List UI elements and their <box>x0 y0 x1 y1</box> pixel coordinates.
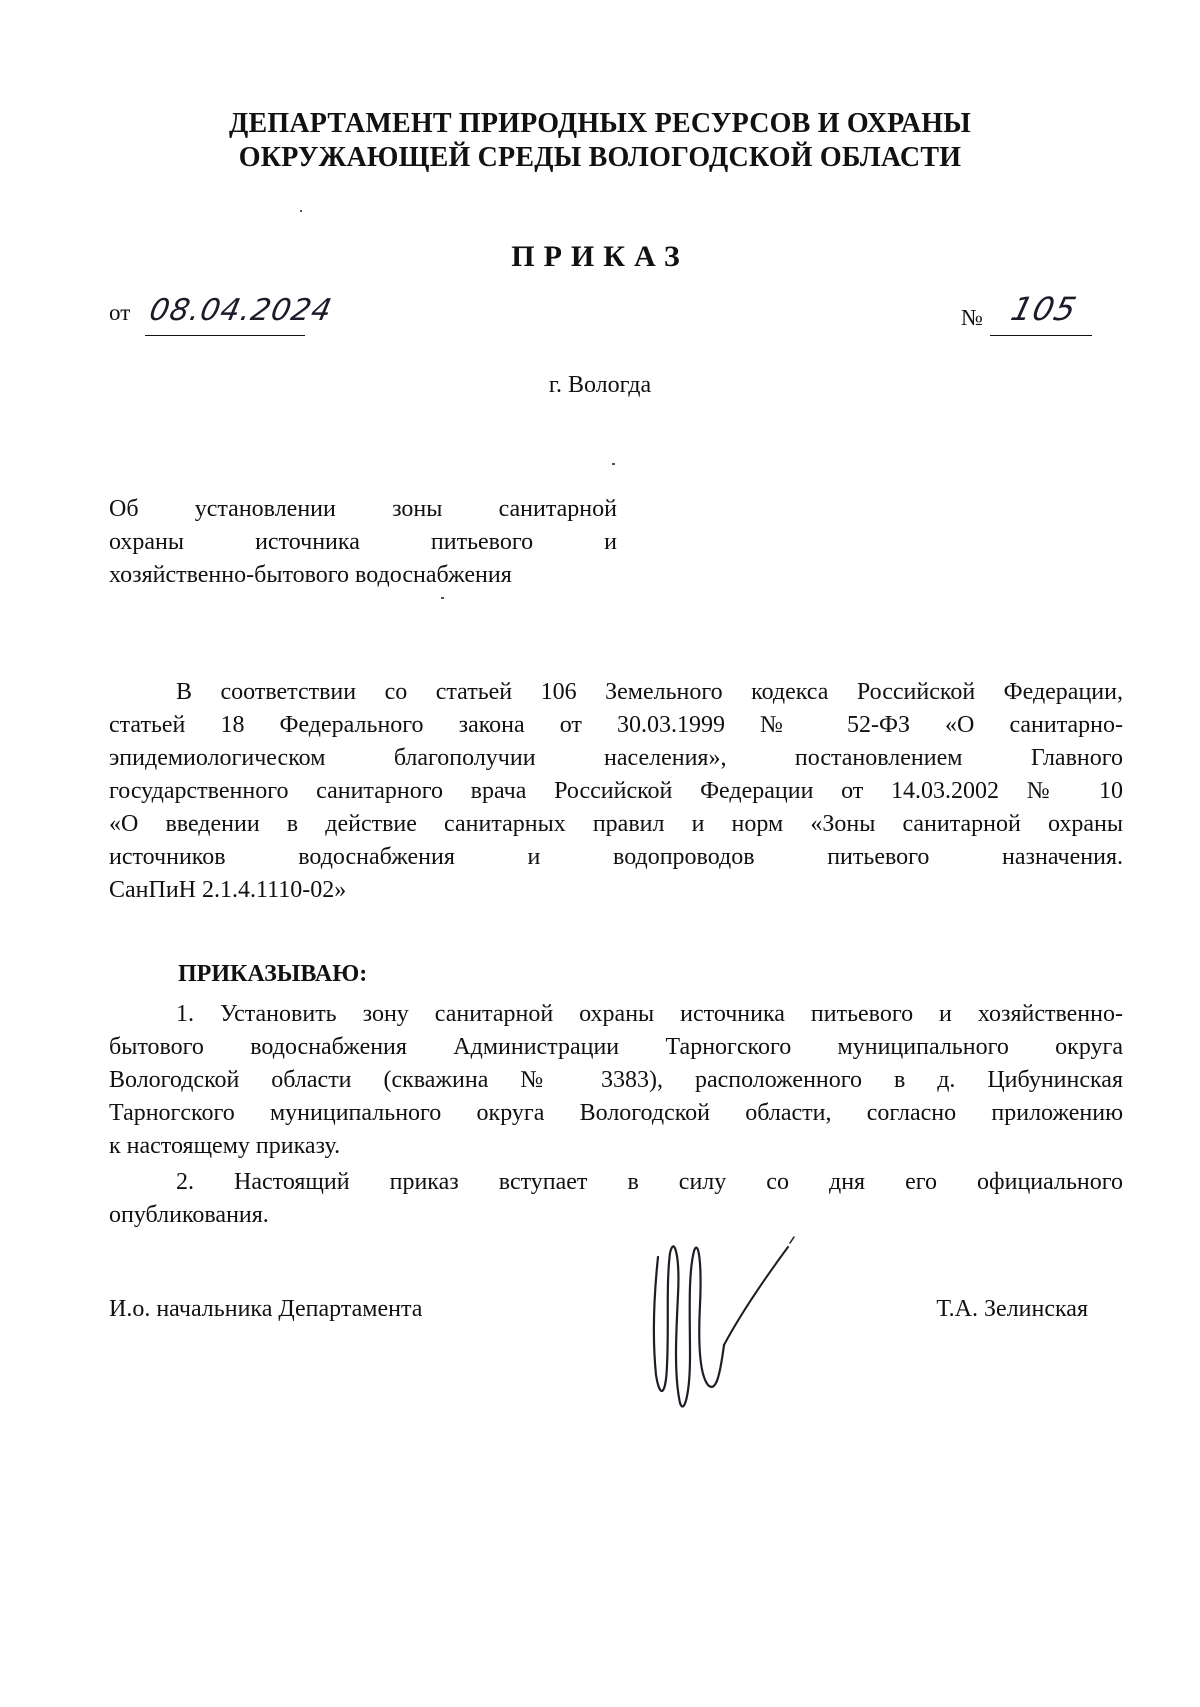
scan-speck <box>612 463 615 465</box>
item-line: опубликования. <box>109 1202 269 1228</box>
handwritten-signature-icon <box>640 1225 810 1415</box>
subject-line: Об установлении зоны санитарной <box>109 496 617 522</box>
preamble-paragraph <box>109 676 1123 907</box>
number-prefix: № <box>961 305 983 330</box>
subject-line: охраны источника питьевого и <box>109 529 617 555</box>
agency-name-line-2: ОКРУЖАЮЩЕЙ СРЕДЫ ВОЛОГОДСКОЙ ОБЛАСТИ <box>238 142 962 173</box>
order-item-1 <box>109 998 1123 1163</box>
item-line: бытового водоснабжения Администрации Тарногского муниципального округа <box>109 1034 1123 1060</box>
order-heading: ПРИКАЗЫВАЮ: <box>178 961 368 987</box>
preamble-line: СанПиН 2.1.4.1110-02» <box>109 877 347 903</box>
preamble-line: «О введении в действие санитарных правил и норм «Зоны санитарной охраны <box>109 811 1123 837</box>
preamble-line: государственного санитарного врача Российской Федерации от 14.03.2002 № 10 <box>109 778 1123 804</box>
subject-line: хозяйственно-бытового водоснабжения <box>109 562 512 588</box>
item-line: к настоящему приказу. <box>109 1133 341 1159</box>
preamble-line: статьей 18 Федерального закона от 30.03.1999 № 52-ФЗ «О санитарно- <box>109 712 1123 738</box>
agency-name-line-1: ДЕПАРТАМЕНТ ПРИРОДНЫХ РЕСУРСОВ И ОХРАНЫ <box>229 108 971 139</box>
scan-speck <box>300 210 302 212</box>
handwritten-date: 08.04.2024 <box>146 293 336 328</box>
agency-name <box>0 107 1200 175</box>
item-line: 1. Установить зону санитарной охраны источника питьевого и хозяйственно- <box>176 1001 1123 1027</box>
city: г. Вологда <box>548 372 652 398</box>
date-underline <box>145 335 305 336</box>
scan-speck <box>441 597 444 599</box>
preamble-line: источников водоснабжения и водопроводов питьевого назначения. <box>109 844 1123 870</box>
number-underline <box>990 335 1092 336</box>
order-item-2 <box>109 1166 1123 1232</box>
item-line: Тарногского муниципального округа Вологодской области, согласно приложению <box>109 1100 1123 1126</box>
item-line: Вологодской области (скважина № 3383), расположенного в д. Цибунинская <box>109 1067 1123 1093</box>
item-line: 2. Настоящий приказ вступает в силу со дня его официального <box>176 1169 1123 1195</box>
signer-name: Т.А. Зелинская <box>936 1296 1088 1322</box>
signer-role: И.о. начальника Департамента <box>109 1296 423 1322</box>
order-subject <box>109 493 617 592</box>
preamble-line: В соответствии со статьей 106 Земельного кодекса Российской Федерации, <box>176 679 1123 705</box>
preamble-line: эпидемиологическом благополучии населения», постановлением Главного <box>109 745 1123 771</box>
handwritten-number: 105 <box>1007 290 1081 328</box>
document-type: ПРИКАЗ <box>511 240 689 273</box>
date-prefix: от <box>109 300 131 325</box>
